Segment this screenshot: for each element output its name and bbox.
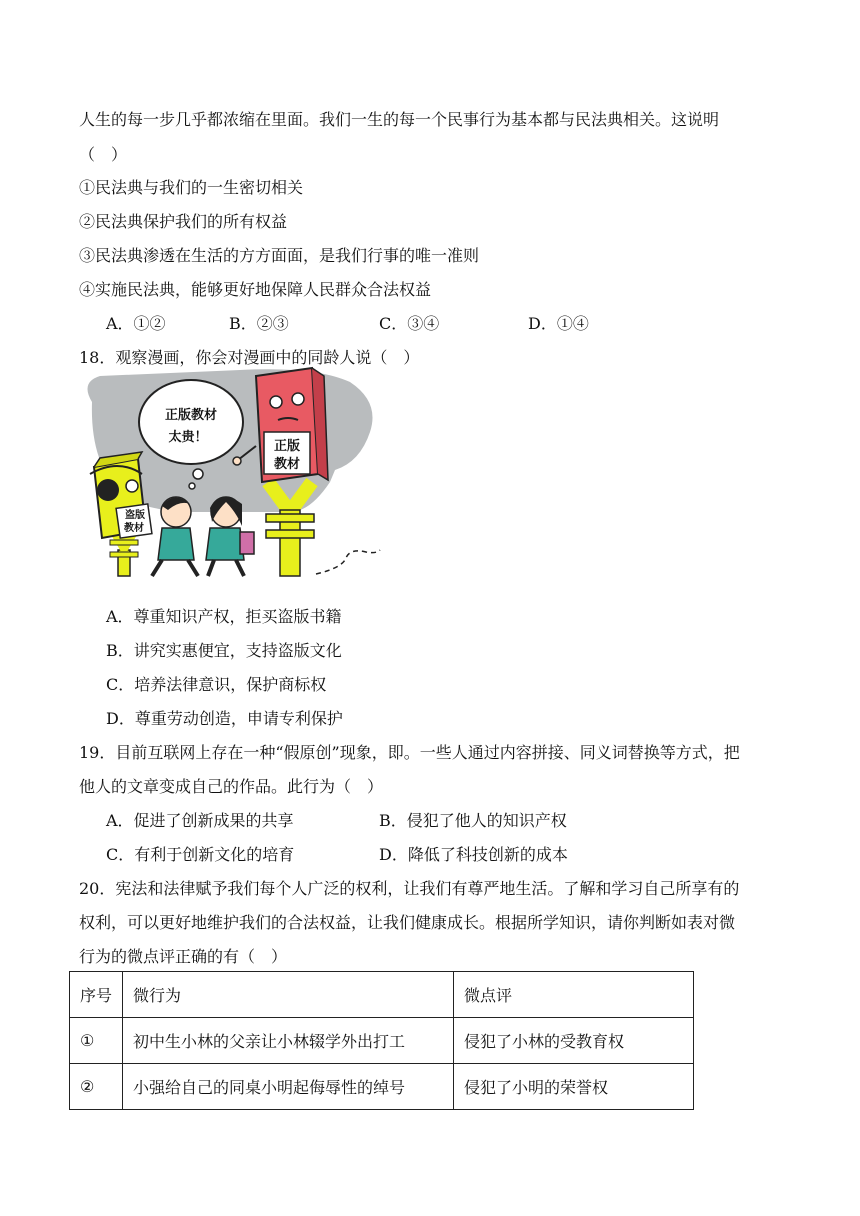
- q18-stem: 18．观察漫画，你会对漫画中的同龄人说（ ）: [79, 348, 420, 367]
- q19-option-c: C．有利于创新文化的培育: [106, 845, 295, 864]
- q19-stem-line2: 他人的文章变成自己的作品。此行为（ ）: [79, 777, 384, 796]
- table-header-cell: 序号: [70, 972, 123, 1018]
- student-boy-legs: [152, 560, 198, 576]
- bubble-text-2: 太贵！: [168, 430, 208, 445]
- pirated-label-2: 教材: [124, 523, 144, 534]
- pirate-eye-icon: [126, 480, 138, 492]
- bubble-text-1: 正版教材: [164, 408, 218, 423]
- table-cell: 侵犯了小明的荣誉权: [454, 1064, 694, 1110]
- student-girl-body: [206, 528, 244, 560]
- table-row: [70, 1064, 694, 1110]
- table-cell: ②: [70, 1064, 123, 1110]
- q18-option-b: B．讲究实惠便宜，支持盗版文化: [106, 641, 342, 660]
- q20-table: [69, 971, 694, 1110]
- q20-stem-line1: 20．宪法和法律赋予我们每个人广泛的权利，让我们有尊严地生活。了解和学习自己所享有的: [79, 879, 740, 898]
- q20-stem-line3: 行为的微点评正确的有（ ）: [79, 947, 288, 966]
- pirated-label-1: 盗版: [125, 510, 145, 521]
- q17-option-a: A．①②: [106, 314, 166, 333]
- thought-dot-1: [193, 469, 203, 479]
- q17-option-d: D．①④: [528, 314, 589, 333]
- q18-option-d: D．尊重劳动创造，申请专利保护: [106, 709, 343, 728]
- q17-stem-line2: （ ）: [79, 145, 128, 164]
- table-header-cell: 微点评: [454, 972, 694, 1018]
- piracy-cartoon: [80, 362, 382, 586]
- q17-stem-line1: 人生的每一步几乎都浓缩在里面。我们一生的每一个民事行为基本都与民法典相关。这说明: [79, 110, 720, 129]
- pointing-hand: [233, 457, 241, 465]
- student-girl-legs: [208, 560, 244, 576]
- genuine-label-2: 教材: [273, 457, 301, 472]
- table-cell: 初中生小林的父亲让小林辍学外出打工: [123, 1018, 454, 1064]
- table-row: [70, 1018, 694, 1064]
- yen-bar-right-2: [266, 530, 314, 538]
- thought-dot-2: [189, 483, 195, 489]
- q19-stem-line1: 19．目前互联网上存在一种“假原创”现象，即。一些人通过内容拼接、同义词替换等方式，把: [79, 743, 740, 762]
- q20-stem-line2: 权利，可以更好地维护我们的合法权益，让我们健康成长。根据所学知识，请你判断如表对微: [79, 913, 736, 932]
- table-cell: 侵犯了小林的受教育权: [454, 1018, 694, 1064]
- yen-bar-right-1: [266, 514, 314, 522]
- q17-statement-4: ④实施民法典，能够更好地保障人民群众合法权益: [79, 280, 432, 299]
- q17-option-b: B．②③: [229, 314, 289, 333]
- yen-bar-left-1: [110, 540, 138, 545]
- q17-statement-3: ③民法典渗透在生活的方方面面，是我们行事的唯一准则: [79, 246, 480, 265]
- book-eye-left-icon: [270, 396, 282, 408]
- table-header-cell: 微行为: [123, 972, 454, 1018]
- q19-option-a: A．促进了创新成果的共享: [106, 811, 294, 830]
- table-cell: 小强给自己的同桌小明起侮辱性的绰号: [123, 1064, 454, 1110]
- q17-statement-2: ②民法典保护我们的所有权益: [79, 212, 288, 231]
- student-boy-body: [158, 528, 194, 560]
- q17-option-c: C．③④: [379, 314, 440, 333]
- genuine-label-1: 正版: [273, 439, 301, 454]
- q19-option-b: B．侵犯了他人的知识产权: [379, 811, 567, 830]
- table-cell: ①: [70, 1018, 123, 1064]
- footprint-trail: [316, 550, 380, 574]
- book-eye-right-icon: [292, 393, 304, 405]
- q19-option-d: D．降低了科技创新的成本: [379, 845, 568, 864]
- q18-option-c: C．培养法律意识，保护商标权: [106, 675, 327, 694]
- table-header-row: [70, 972, 694, 1018]
- q17-statement-1: ①民法典与我们的一生密切相关: [79, 178, 304, 197]
- q18-option-a: A．尊重知识产权，拒买盗版书籍: [106, 607, 342, 626]
- student-girl-backpack: [240, 532, 254, 554]
- yen-bar-left-2: [110, 552, 138, 557]
- eyepatch-icon: [97, 479, 119, 501]
